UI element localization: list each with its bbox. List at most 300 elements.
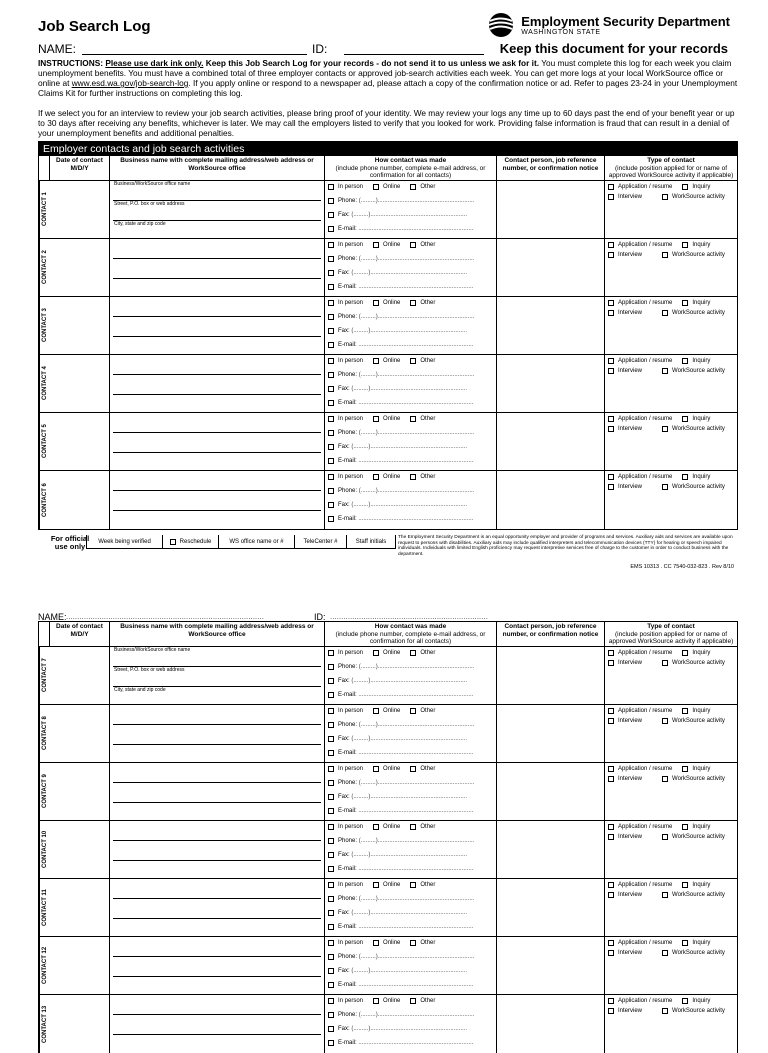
interview-checkbox[interactable] [608,426,614,432]
col-type-sub: (include position applied for or name of approved WorkSource activity if applicable) [608,630,734,645]
application-checkbox[interactable] [608,708,614,714]
reschedule-cell[interactable] [163,535,219,548]
online-checkbox[interactable] [373,650,379,656]
date-of-contact-field[interactable] [50,239,110,296]
date-of-contact-field[interactable] [50,647,110,704]
email-checkbox[interactable] [328,692,334,698]
type-of-contact [605,181,737,238]
phone-checkbox[interactable] [328,896,334,902]
contact-number: CONTACT 7 [39,647,50,704]
email-field[interactable]: ..................................................................... [358,982,474,988]
job-search-log-link[interactable]: www.esd.wa.gov/job-search-log [71,78,189,88]
email-checkbox[interactable] [328,866,334,872]
email-field[interactable]: ..................................................................... [358,808,474,814]
in-person-label: In person [338,184,364,190]
fax-checkbox[interactable] [328,852,334,858]
phone-field[interactable]: (.........).......................................................... [358,722,475,728]
phone-field[interactable]: (.........).......................................................... [358,780,475,786]
email-field[interactable]: ..................................................................... [358,458,474,464]
city-hint: City, state and zip code [114,687,166,693]
online-checkbox[interactable] [373,184,379,190]
phone-field[interactable]: (.........).......................................................... [358,954,475,960]
how-contact-made [325,471,497,529]
worksource-label: WorkSource activity [672,949,725,956]
id-field-page-2[interactable]: ....................................................................... [330,612,488,621]
email-field[interactable]: ..................................................................... [358,400,474,406]
fax-field[interactable]: (.........).......................................................... [351,444,468,450]
phone-checkbox[interactable] [328,256,334,262]
contact-person-field[interactable] [497,937,605,994]
interview-checkbox[interactable] [608,718,614,724]
email-field[interactable]: ..................................................................... [358,866,474,872]
in-person-checkbox[interactable] [328,184,334,190]
phone-checkbox[interactable] [328,1012,334,1018]
online-checkbox[interactable] [373,824,379,830]
fax-field[interactable]: (.........).......................................................... [351,502,468,508]
col-date: Date of contact M/D/Y [56,157,103,172]
other-checkbox[interactable] [410,358,416,364]
instructions [38,58,738,138]
fax-label: Fax: [338,736,350,742]
interview-checkbox[interactable] [608,484,614,490]
phone-field[interactable]: (.........).......................................................... [358,198,475,204]
phone-field[interactable]: (.........).......................................................... [358,664,475,670]
fax-checkbox[interactable] [328,678,334,684]
interview-checkbox[interactable] [608,950,614,956]
worksource-checkbox[interactable] [662,834,668,840]
street-hint: Street, P.O. box or web address [114,667,185,673]
other-checkbox[interactable] [410,474,416,480]
inquiry-label: Inquiry [692,649,711,656]
in-person-checkbox[interactable] [328,358,334,364]
other-checkbox[interactable] [410,708,416,714]
contact-row [39,995,737,1053]
application-label: Application / resume [618,823,673,830]
fax-checkbox[interactable] [328,1026,334,1032]
other-checkbox[interactable] [410,184,416,190]
contact-number: CONTACT 10 [39,821,50,878]
interview-checkbox[interactable] [608,660,614,666]
phone-checkbox[interactable] [328,198,334,204]
phone-checkbox[interactable] [328,314,334,320]
agency-name: Employment Security Department [521,13,730,29]
inquiry-checkbox[interactable] [682,998,688,1004]
fax-field[interactable]: (.........).......................................................... [351,386,468,392]
date-of-contact-field[interactable] [50,763,110,820]
email-checkbox[interactable] [328,226,334,232]
phone-checkbox[interactable] [328,722,334,728]
fax-label: Fax: [338,1026,350,1032]
other-checkbox[interactable] [410,300,416,306]
business-address-field[interactable] [110,471,325,529]
inquiry-label: Inquiry [692,765,711,772]
in-person-checkbox[interactable] [328,708,334,714]
phone-checkbox[interactable] [328,430,334,436]
interview-checkbox[interactable] [608,310,614,316]
column-headers [39,156,737,181]
worksource-checkbox[interactable] [662,660,668,666]
contacts-table-page-1 [38,141,738,530]
fax-field[interactable]: (.........).......................................................... [351,678,468,684]
phone-field[interactable]: (.........).......................................................... [358,314,475,320]
worksource-checkbox[interactable] [662,368,668,374]
phone-field[interactable]: (.........).......................................................... [358,430,475,436]
fax-checkbox[interactable] [328,386,334,392]
worksource-checkbox[interactable] [662,310,668,316]
worksource-checkbox[interactable] [662,252,668,258]
email-field[interactable]: ..................................................................... [358,1040,474,1046]
date-of-contact-field[interactable] [50,355,110,412]
how-contact-made [325,413,497,470]
fax-checkbox[interactable] [328,910,334,916]
business-address-field[interactable] [110,413,325,470]
email-checkbox[interactable] [328,458,334,464]
other-checkbox[interactable] [410,766,416,772]
id-field[interactable] [344,54,484,55]
date-of-contact-field[interactable] [50,705,110,762]
contact-person-field[interactable] [497,413,605,470]
fax-label: Fax: [338,212,350,218]
fax-label: Fax: [338,678,350,684]
worksource-checkbox[interactable] [662,950,668,956]
fax-label: Fax: [338,502,350,508]
contact-person-field[interactable] [497,297,605,354]
contact-row [39,239,737,297]
fax-field[interactable]: (.........).......................................................... [351,328,468,334]
street-hint: Street, P.O. box or web address [114,201,185,207]
agency-state: WASHINGTON STATE [521,28,601,36]
worksource-checkbox[interactable] [662,194,668,200]
interview-checkbox[interactable] [608,368,614,374]
worksource-checkbox[interactable] [662,426,668,432]
application-checkbox[interactable] [608,882,614,888]
fax-label: Fax: [338,968,350,974]
online-checkbox[interactable] [373,940,379,946]
worksource-checkbox[interactable] [662,892,668,898]
application-checkbox[interactable] [608,358,614,364]
application-checkbox[interactable] [608,242,614,248]
fax-checkbox[interactable] [328,444,334,450]
interview-checkbox[interactable] [608,834,614,840]
fax-label: Fax: [338,852,350,858]
date-of-contact-field[interactable] [50,821,110,878]
contact-person-field[interactable] [497,647,605,704]
online-checkbox[interactable] [373,358,379,364]
inquiry-checkbox[interactable] [682,766,688,772]
contact-person-field[interactable] [497,239,605,296]
phone-checkbox[interactable] [328,372,334,378]
business-address-field[interactable] [110,937,325,994]
online-checkbox[interactable] [373,474,379,480]
contact-row [39,879,737,937]
business-address-field[interactable] [110,647,325,704]
contact-number: CONTACT 8 [39,705,50,762]
phone-field[interactable]: (.........).......................................................... [358,1012,475,1018]
application-checkbox[interactable] [608,998,614,1004]
fax-checkbox[interactable] [328,968,334,974]
phone-label: Phone: [338,896,358,902]
online-label: Online [383,998,401,1004]
interview-label: Interview [618,367,643,374]
email-field[interactable]: ..................................................................... [358,342,474,348]
application-checkbox[interactable] [608,940,614,946]
date-of-contact-field[interactable] [50,471,110,529]
business-address-field[interactable] [110,705,325,762]
contact-row [39,355,737,413]
email-checkbox[interactable] [328,924,334,930]
worksource-label: WorkSource activity [672,309,725,316]
phone-checkbox[interactable] [328,838,334,844]
business-address-field[interactable] [110,821,325,878]
online-checkbox[interactable] [373,416,379,422]
in-person-checkbox[interactable] [328,766,334,772]
inquiry-checkbox[interactable] [682,300,688,306]
name-field-page-2[interactable]: ......................................................................................... [66,612,264,621]
phone-checkbox[interactable] [328,954,334,960]
email-field[interactable]: ..................................................................... [358,924,474,930]
fax-field[interactable]: (.........).......................................................... [351,736,468,742]
application-checkbox[interactable] [608,474,614,480]
name-field[interactable] [82,54,307,55]
date-of-contact-field[interactable] [50,413,110,470]
online-checkbox[interactable] [373,242,379,248]
contact-person-field[interactable] [497,471,605,529]
interview-checkbox[interactable] [608,776,614,782]
fax-checkbox[interactable] [328,794,334,800]
col-person: Contact person, job reference number, or confirmation notice [502,157,599,172]
online-checkbox[interactable] [373,882,379,888]
type-of-contact [605,647,737,704]
reschedule-checkbox[interactable] [170,539,176,545]
other-checkbox[interactable] [410,940,416,946]
email-checkbox[interactable] [328,1040,334,1046]
worksource-checkbox[interactable] [662,484,668,490]
email-field[interactable]: ..................................................................... [358,692,474,698]
worksource-label: WorkSource activity [672,717,725,724]
inquiry-checkbox[interactable] [682,882,688,888]
interview-checkbox[interactable] [608,1008,614,1014]
email-label: E-mail: [338,284,357,290]
inquiry-checkbox[interactable] [682,708,688,714]
interview-label: Interview [618,1007,643,1014]
other-label: Other [420,998,436,1004]
application-checkbox[interactable] [608,650,614,656]
other-label: Other [420,474,436,480]
date-of-contact-field[interactable] [50,181,110,238]
in-person-checkbox[interactable] [328,650,334,656]
other-checkbox[interactable] [410,416,416,422]
email-label: E-mail: [338,924,357,930]
fax-checkbox[interactable] [328,502,334,508]
online-checkbox[interactable] [373,766,379,772]
email-label: E-mail: [338,808,357,814]
application-checkbox[interactable] [608,300,614,306]
email-field[interactable]: ..................................................................... [358,750,474,756]
how-contact-made [325,647,497,704]
in-person-label: In person [338,882,364,888]
email-checkbox[interactable] [328,516,334,522]
contact-person-field[interactable] [497,355,605,412]
fax-checkbox[interactable] [328,328,334,334]
phone-label: Phone: [338,838,358,844]
worksource-label: WorkSource activity [672,775,725,782]
phone-field[interactable]: (.........).......................................................... [358,256,475,262]
email-field[interactable]: ..................................................................... [358,284,474,290]
other-checkbox[interactable] [410,242,416,248]
in-person-checkbox[interactable] [328,474,334,480]
business-address-field[interactable] [110,879,325,936]
fax-checkbox[interactable] [328,212,334,218]
col-date: Date of contact M/D/Y [56,623,103,638]
contact-person-field[interactable] [497,821,605,878]
inquiry-checkbox[interactable] [682,242,688,248]
online-checkbox[interactable] [373,998,379,1004]
fax-field[interactable]: (.........).......................................................... [351,270,468,276]
fax-field[interactable]: (.........).......................................................... [351,794,468,800]
other-checkbox[interactable] [410,882,416,888]
other-checkbox[interactable] [410,650,416,656]
application-label: Application / resume [618,939,673,946]
phone-field[interactable]: (.........).......................................................... [358,488,475,494]
instructions-emphasis: Please use dark ink only. [105,58,204,68]
application-checkbox[interactable] [608,184,614,190]
business-address-field[interactable] [110,297,325,354]
inquiry-checkbox[interactable] [682,416,688,422]
inquiry-checkbox[interactable] [682,650,688,656]
in-person-checkbox[interactable] [328,416,334,422]
in-person-checkbox[interactable] [328,824,334,830]
phone-label: Phone: [338,198,358,204]
other-label: Other [420,358,436,364]
email-field[interactable]: ..................................................................... [358,226,474,232]
email-field[interactable]: ..................................................................... [358,516,474,522]
application-label: Application / resume [618,881,673,888]
contact-person-field[interactable] [497,705,605,762]
email-checkbox[interactable] [328,808,334,814]
worksource-checkbox[interactable] [662,718,668,724]
type-of-contact [605,937,737,994]
business-address-field[interactable] [110,995,325,1053]
email-label: E-mail: [338,750,357,756]
email-label: E-mail: [338,516,357,522]
in-person-label: In person [338,474,364,480]
worksource-label: WorkSource activity [672,833,725,840]
fax-checkbox[interactable] [328,736,334,742]
business-address-field[interactable] [110,181,325,238]
online-label: Online [383,708,401,714]
fax-field[interactable]: (.........).......................................................... [351,910,468,916]
eeo-statement: The Employment Security Department is an equal opportunity employer and provider of programs and services. Auxiliary aids and services are available upon request to persons with disabilities. Auxiliary aids may include qualified interpreters and telecommunication devices (TTY) for hearing or speech impaired individuals. Individuals with limited English proficiency may request interpretive services free of charge to the customer in order to conduct business with the department. [398,535,733,557]
inquiry-label: Inquiry [692,299,711,306]
in-person-checkbox[interactable] [328,998,334,1004]
other-label: Other [420,940,436,946]
in-person-checkbox[interactable] [328,940,334,946]
how-contact-made [325,995,497,1053]
email-checkbox[interactable] [328,342,334,348]
email-checkbox[interactable] [328,750,334,756]
in-person-checkbox[interactable] [328,882,334,888]
phone-field[interactable]: (.........).......................................................... [358,896,475,902]
contact-person-field[interactable] [497,763,605,820]
business-address-field[interactable] [110,239,325,296]
col-type-sub: (include position applied for or name of approved WorkSource activity if applicable) [608,164,734,179]
fax-field[interactable]: (.........).......................................................... [351,212,468,218]
interview-label: Interview [618,309,643,316]
email-checkbox[interactable] [328,400,334,406]
inquiry-checkbox[interactable] [682,358,688,364]
business-address-field[interactable] [110,763,325,820]
fax-field[interactable]: (.........).......................................................... [351,968,468,974]
online-label: Online [383,300,401,306]
email-checkbox[interactable] [328,982,334,988]
inquiry-checkbox[interactable] [682,184,688,190]
inquiry-checkbox[interactable] [682,474,688,480]
inquiry-checkbox[interactable] [682,940,688,946]
interview-checkbox[interactable] [608,892,614,898]
fax-checkbox[interactable] [328,270,334,276]
how-contact-made [325,239,497,296]
phone-checkbox[interactable] [328,664,334,670]
agency-logo [487,12,730,38]
other-checkbox[interactable] [410,824,416,830]
application-checkbox[interactable] [608,416,614,422]
inquiry-label: Inquiry [692,707,711,714]
worksource-checkbox[interactable] [662,776,668,782]
phone-field[interactable]: (.........).......................................................... [358,372,475,378]
date-of-contact-field[interactable] [50,995,110,1053]
interview-checkbox[interactable] [608,194,614,200]
online-checkbox[interactable] [373,708,379,714]
fax-field[interactable]: (.........).......................................................... [351,1026,468,1032]
phone-label: Phone: [338,722,358,728]
contact-row [39,471,737,529]
type-of-contact [605,297,737,354]
contact-row [39,705,737,763]
worksource-checkbox[interactable] [662,1008,668,1014]
application-checkbox[interactable] [608,824,614,830]
email-checkbox[interactable] [328,284,334,290]
how-contact-made [325,763,497,820]
col-person: Contact person, job reference number, or confirmation notice [502,623,599,638]
online-checkbox[interactable] [373,300,379,306]
inquiry-label: Inquiry [692,415,711,422]
interview-checkbox[interactable] [608,252,614,258]
date-of-contact-field[interactable] [50,937,110,994]
phone-checkbox[interactable] [328,488,334,494]
application-label: Application / resume [618,649,673,656]
contact-person-field[interactable] [497,879,605,936]
in-person-checkbox[interactable] [328,300,334,306]
inquiry-checkbox[interactable] [682,824,688,830]
contact-person-field[interactable] [497,181,605,238]
other-checkbox[interactable] [410,998,416,1004]
col-business: Business name with complete mailing address/web address or WorkSource office [120,623,314,638]
application-checkbox[interactable] [608,766,614,772]
contact-person-field[interactable] [497,995,605,1053]
phone-checkbox[interactable] [328,780,334,786]
fax-field[interactable]: (.........).......................................................... [351,852,468,858]
application-label: Application / resume [618,183,673,190]
in-person-checkbox[interactable] [328,242,334,248]
email-label: E-mail: [338,342,357,348]
date-of-contact-field[interactable] [50,879,110,936]
contact-number: CONTACT 3 [39,297,50,354]
how-contact-made [325,821,497,878]
date-of-contact-field[interactable] [50,297,110,354]
business-address-field[interactable] [110,355,325,412]
phone-field[interactable]: (.........).......................................................... [358,838,475,844]
telecenter-cell: TeleCenter # [295,535,347,548]
